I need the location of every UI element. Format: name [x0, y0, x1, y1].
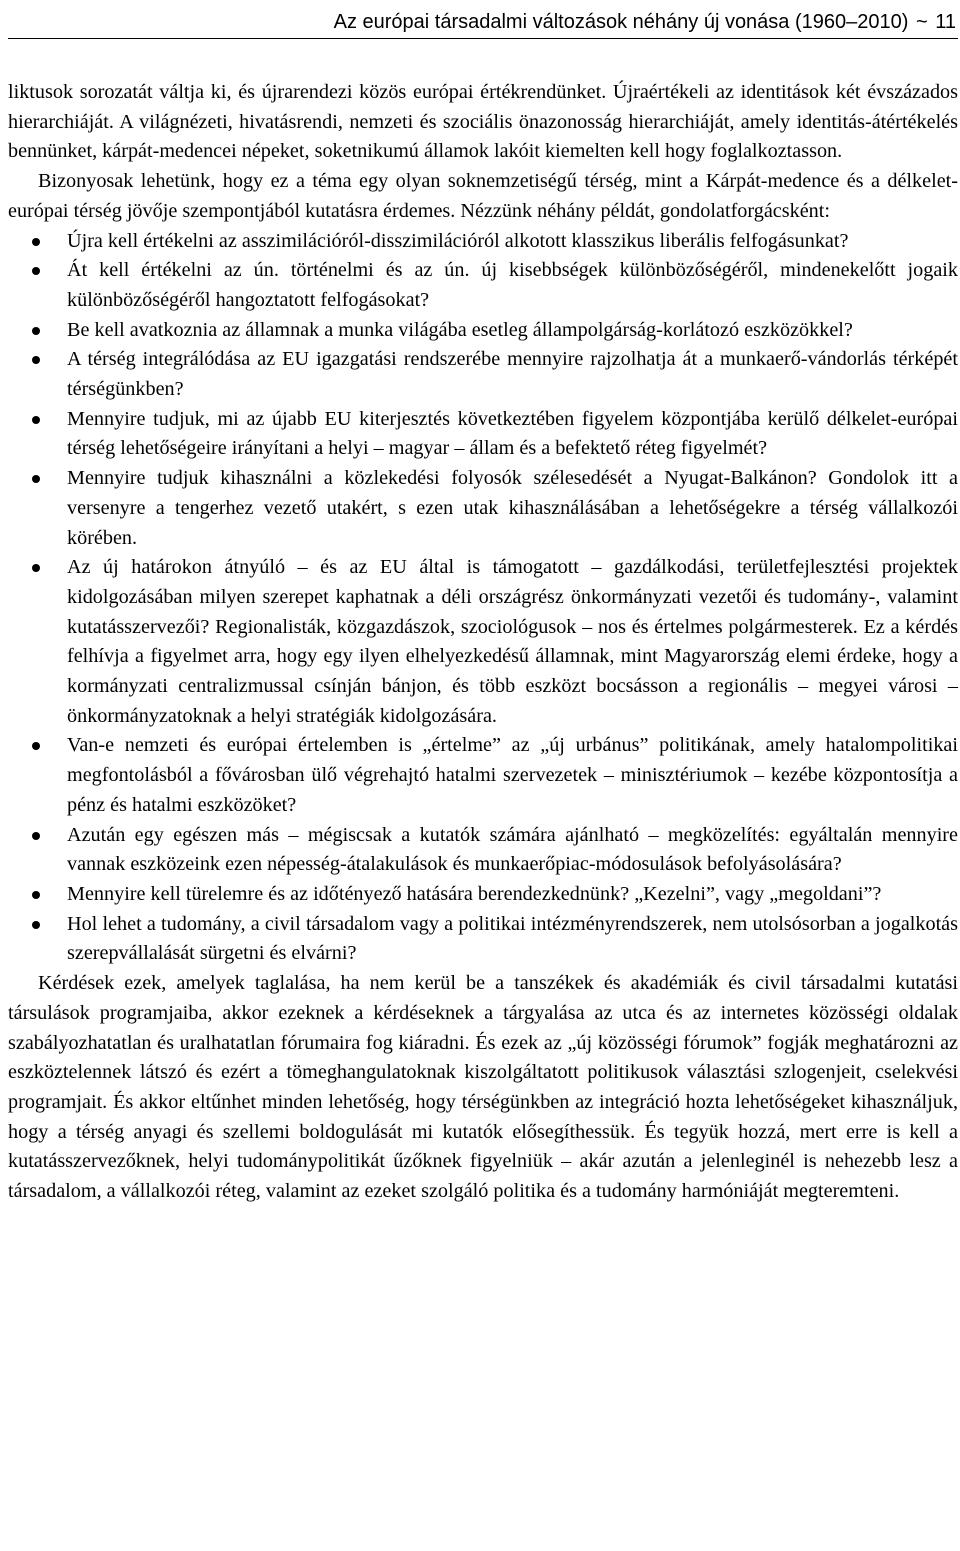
second-paragraph: Bizonyosak lehetünk, hogy ez a téma egy olyan soknemzetiségű térség, mint a Kárpát-medence és a délkelet-európai térség jövője szempontjából kutatásra érdemes. Nézzünk néhány példát, gondolatforgácsként: — [8, 170, 958, 222]
list-item — [8, 553, 958, 731]
bullet-icon — [32, 832, 40, 840]
bullet-icon — [32, 327, 40, 335]
list-item — [8, 731, 958, 820]
bullet-icon — [32, 475, 40, 483]
bullet-icon — [32, 356, 40, 364]
body-text — [8, 78, 958, 1207]
list-item-text: Át kell értékelni az ún. történelmi és az ún. új kisebbségek különbözőségéről, mindenekelőtt jogaik különbözőségéről hangoztatott felfogásokat? — [67, 259, 958, 311]
header-title: Az európai társadalmi változások néhány új vonása (1960–2010) — [333, 11, 909, 33]
bullet-icon — [32, 891, 40, 899]
list-item — [8, 345, 958, 404]
list-item-text: Az új határokon átnyúló – és az EU által is támogatott – gazdálkodási, területfejlesztési projektek kidolgozásában milyen szerepet kaphatnak a déli országrész önkormányzati vezetői és tudomány-, valamint kutatásszervezői? Regionalisták, közgazdászok, szociológusok – nos és értelmes polgármesterek. Ez a kérdés felhívja a figyelmet arra, hogy egy ilyen elhelyezkedésű államnak, mint Magyarország elemi érdeke, hogy a kormányzati centralizmussal csínján bánjon, és több eszközt bocsásson a regionális – megyei városi – önkormányzatoknak a helyi stratégiák kidolgozására. — [67, 556, 958, 727]
list-item-text: Hol lehet a tudomány, a civil társadalom vagy a politikai intézményrendszerek, nem utolsósorban a jogalkotás szerepvállalását sürgetni és elvárni? — [67, 912, 958, 965]
list-item — [8, 880, 958, 910]
running-header — [8, 10, 958, 39]
list-item — [8, 464, 958, 553]
list-item-text: Újra kell értékelni az asszimilációról-disszimilációról alkotott klasszikus liberális felfogásunkat? — [67, 229, 849, 252]
question-list — [8, 227, 958, 970]
list-item-text: Azután egy egészen más – mégiscsak a kutatók számára ajánlható – megközelítés: egyáltalán mennyire vannak eszközeink ezen népesség-átalakulások és munkaerőpiac-módosulások befolyásolására? — [67, 823, 958, 876]
list-item-text: Mennyire tudjuk kihasználni a közlekedési folyosók szélesedését a Nyugat-Balkánon? Gondolok itt a versenyre a tengerhez vezető utakért, s ezen utak kihasználásában a lehetőségekre a térség vállalkozói körében. — [67, 467, 958, 549]
list-item — [8, 405, 958, 464]
bullet-icon — [32, 267, 40, 275]
list-item-text: Be kell avatkoznia az államnak a munka világába esetleg állampolgárság-korlátozó eszközökkel? — [67, 318, 853, 341]
list-item — [8, 821, 958, 880]
list-item-text: A térség integrálódása az EU igazgatási rendszerébe mennyire rajzolhatja át a munkaerő-vándorlás térképét térségünkben? — [67, 348, 958, 401]
list-item-text: Mennyire tudjuk, mi az újabb EU kiterjesztés következtében figyelem központjába kerülő délkelet-európai térség lehetőségeire irányítani a helyi – magyar – állam és a befektető réteg figyelmét? — [67, 407, 958, 460]
list-item — [8, 910, 958, 969]
bullet-icon — [32, 416, 40, 424]
list-item — [8, 256, 958, 315]
header-separator: ~ — [915, 11, 928, 33]
bullet-icon — [32, 921, 40, 929]
bullet-icon — [32, 742, 40, 750]
page-number: 11 — [935, 11, 956, 33]
list-item — [8, 227, 958, 257]
list-item-text: Van-e nemzeti és európai értelemben is „értelme” az „új urbánus” politikának, amely hatalompolitikai megfontolásból a fővárosban ülő végrehajtó hatalmi szervezetek – minisztériumok – kezébe központosítja a pénz és hatalmi eszközöket? — [67, 734, 958, 816]
closing-paragraph: Kérdések ezek, amelyek taglalása, ha nem kerül be a tanszékek és akadémiák és civil társadalmi kutatási társulások programjaiba, akkor ezeknek a kérdéseknek a tárgyalása az utca és az internetes közösségi oldalak szabályozhatatlan és uralhatatlan fórumaira fog kiáradni. És ezek az „új közösségi fórumok” fogják meghatározni az eszköztelennek látszó és ezért a tömeghangulatoknak kiszolgáltatott politikusok választási szlogenjeit, cselekvési programjait. És akkor eltűnhet minden lehetőség, hogy térségünkben az integráció hozta lehetőségeket kihasználjuk, hogy a térség anyagi és szellemi boldogulását mi kutatók elősegíthessük. És tegyük hozzá, mert erre is kell a kutatásszervezőknek, helyi tudománypolitikát űzőknek figyelniük – akár azután a jelenleginél is nehezebb lesz a társadalom, a vállalkozói réteg, valamint az ezeket szolgáló politika és a tudomány harmóniáját megteremteni. — [8, 972, 958, 1203]
list-item-text: Mennyire kell türelemre és az időtényező hatására berendezkednünk? „Kezelni”, vagy „megoldani”? — [67, 882, 882, 905]
bullet-icon — [32, 564, 40, 572]
list-item — [8, 316, 958, 346]
intro-paragraph: liktusok sorozatát váltja ki, és újrarendezi közös európai értékrendünket. Újraértékeli az identitások két évszázados hierarchiáját. A világnézeti, hivatásrendi, nemzeti és szociális önazonosság hierarchiáját, amely identitás-átértékelés bennünket, kárpát-medencei népeket, soketnikumú államok lakóit kiemelten kell hogy foglalkoztasson. — [8, 81, 958, 163]
bullet-icon — [32, 238, 40, 246]
